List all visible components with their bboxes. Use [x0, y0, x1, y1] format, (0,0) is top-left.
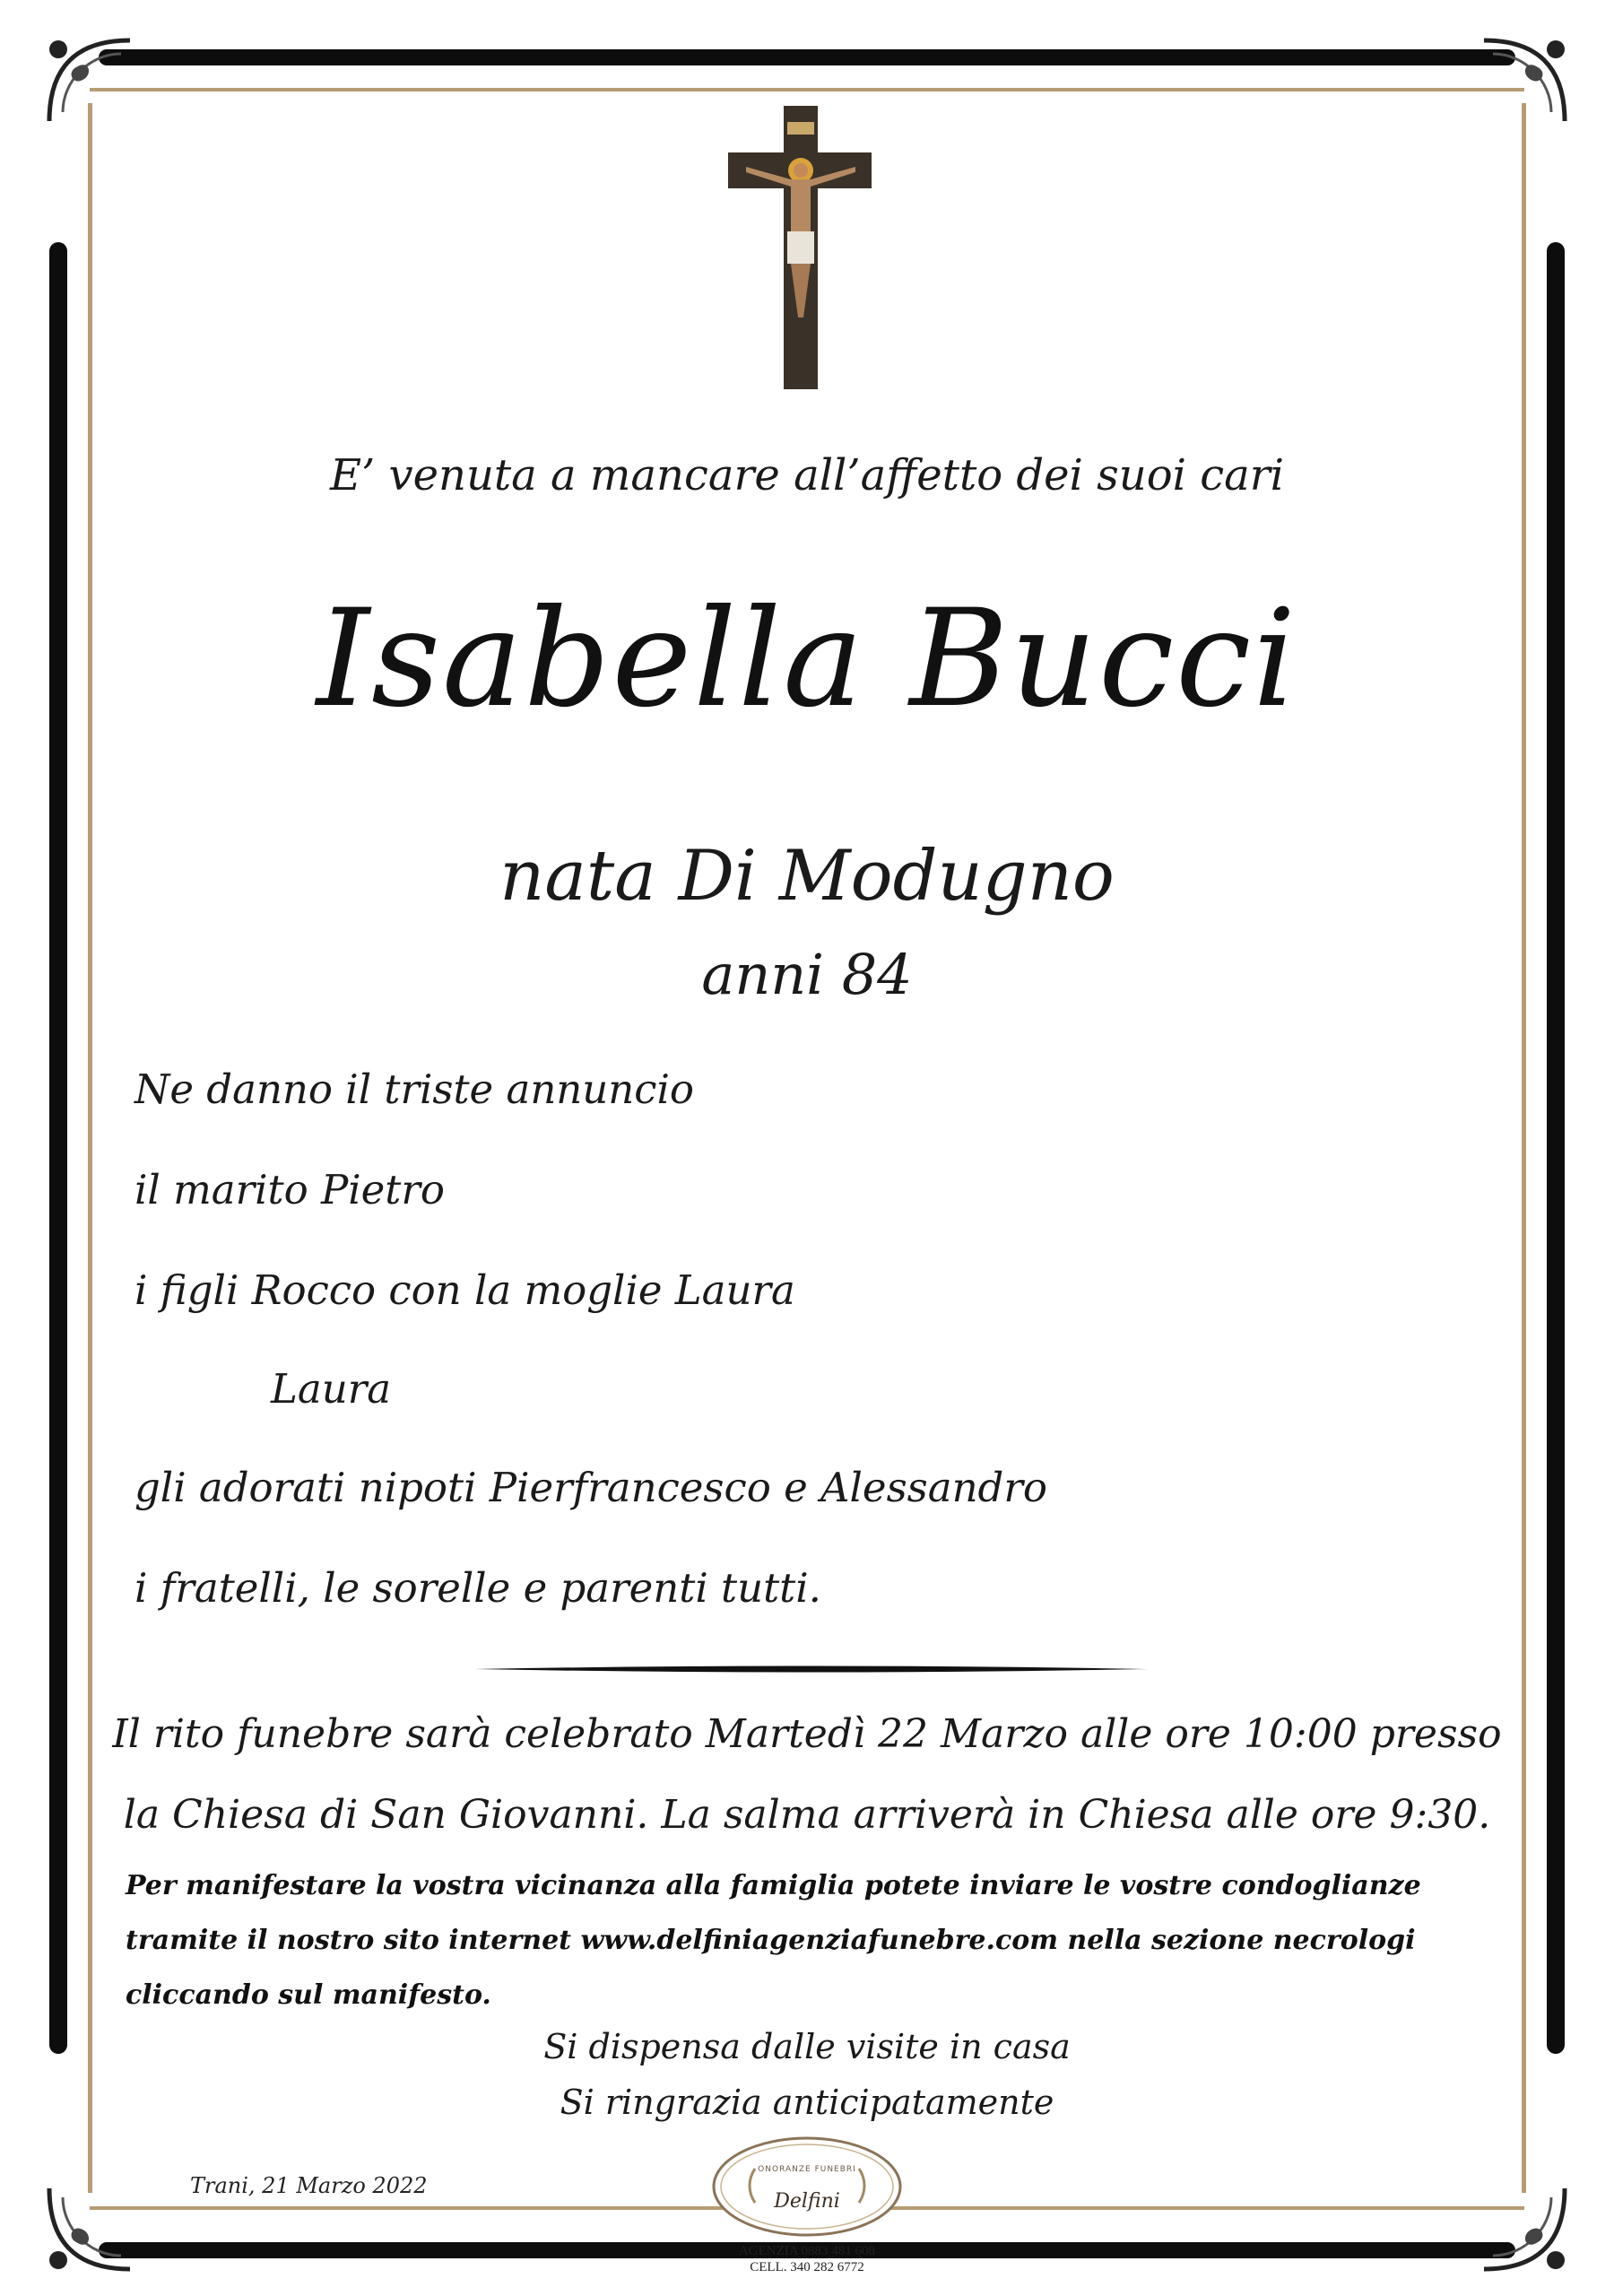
- rite-line: Il rito funebre sarà celebrato Martedì 22 Marzo alle ore 10:00 presso: [112, 1711, 1502, 1757]
- frame-right-gold-line: [1522, 103, 1526, 2193]
- deceased-name: Isabella Bucci: [316, 581, 1298, 737]
- maiden-name: nata Di Modugno: [499, 836, 1115, 917]
- frame-top-gold-line: [90, 88, 1524, 91]
- corner-ornament-top-left: [40, 31, 139, 130]
- logo-cell-phone: CELL. 340 282 6772: [750, 2260, 864, 2274]
- condolence-line: Per manifestare la vostra vicinanza alla famiglia potete inviare le vostre condoglianze: [126, 1870, 1421, 1901]
- agency-logo: [708, 2133, 906, 2285]
- announcer-line: gli adorati nipoti Pierfrancesco e Alessandro: [134, 1464, 1047, 1511]
- announcer-line: Laura: [271, 1365, 392, 1413]
- age-text: anni 84: [701, 942, 913, 1007]
- frame-left-bar: [49, 242, 67, 2054]
- condolence-line: cliccando sul manifesto.: [126, 1979, 491, 2011]
- corner-ornament-top-right: [1475, 31, 1574, 130]
- frame-top-bar: [99, 49, 1515, 65]
- corner-ornament-bottom-left: [40, 2179, 139, 2278]
- announcer-line: Ne danno il triste annuncio: [134, 1065, 694, 1113]
- logo-agency-phone: AGENZIA 0883 481 608: [738, 2244, 876, 2258]
- divider-line: [475, 1665, 1148, 1674]
- announcer-line: il marito Pietro: [134, 1166, 445, 1213]
- closing-line: Si ringrazia anticipatamente: [560, 2083, 1054, 2122]
- crucifix-icon: [728, 106, 872, 389]
- frame-left-gold-line: [88, 103, 92, 2193]
- condolence-line: tramite il nostro sito internet www.delfiniagenziafunebre.com nella sezione necrologi: [126, 1925, 1416, 1956]
- place-date: Trani, 21 Marzo 2022: [190, 2173, 428, 2198]
- announcer-line: i fratelli, le sorelle e parenti tutti.: [134, 1564, 821, 1612]
- rite-line: la Chiesa di San Giovanni. La salma arriverà in Chiesa alle ore 9:30.: [123, 1792, 1491, 1838]
- corner-ornament-bottom-right: [1475, 2179, 1574, 2278]
- logo-tagline: ONORANZE FUNEBRI: [758, 2165, 856, 2174]
- frame-right-bar: [1547, 242, 1565, 2054]
- announcer-line: i figli Rocco con la moglie Laura: [134, 1266, 795, 1314]
- intro-text: E’ venuta a mancare all’affetto dei suoi cari: [329, 450, 1285, 500]
- logo-oval-icon: [708, 2133, 906, 2240]
- closing-line: Si dispensa dalle visite in casa: [543, 2027, 1071, 2066]
- logo-name: Delfini: [774, 2190, 840, 2213]
